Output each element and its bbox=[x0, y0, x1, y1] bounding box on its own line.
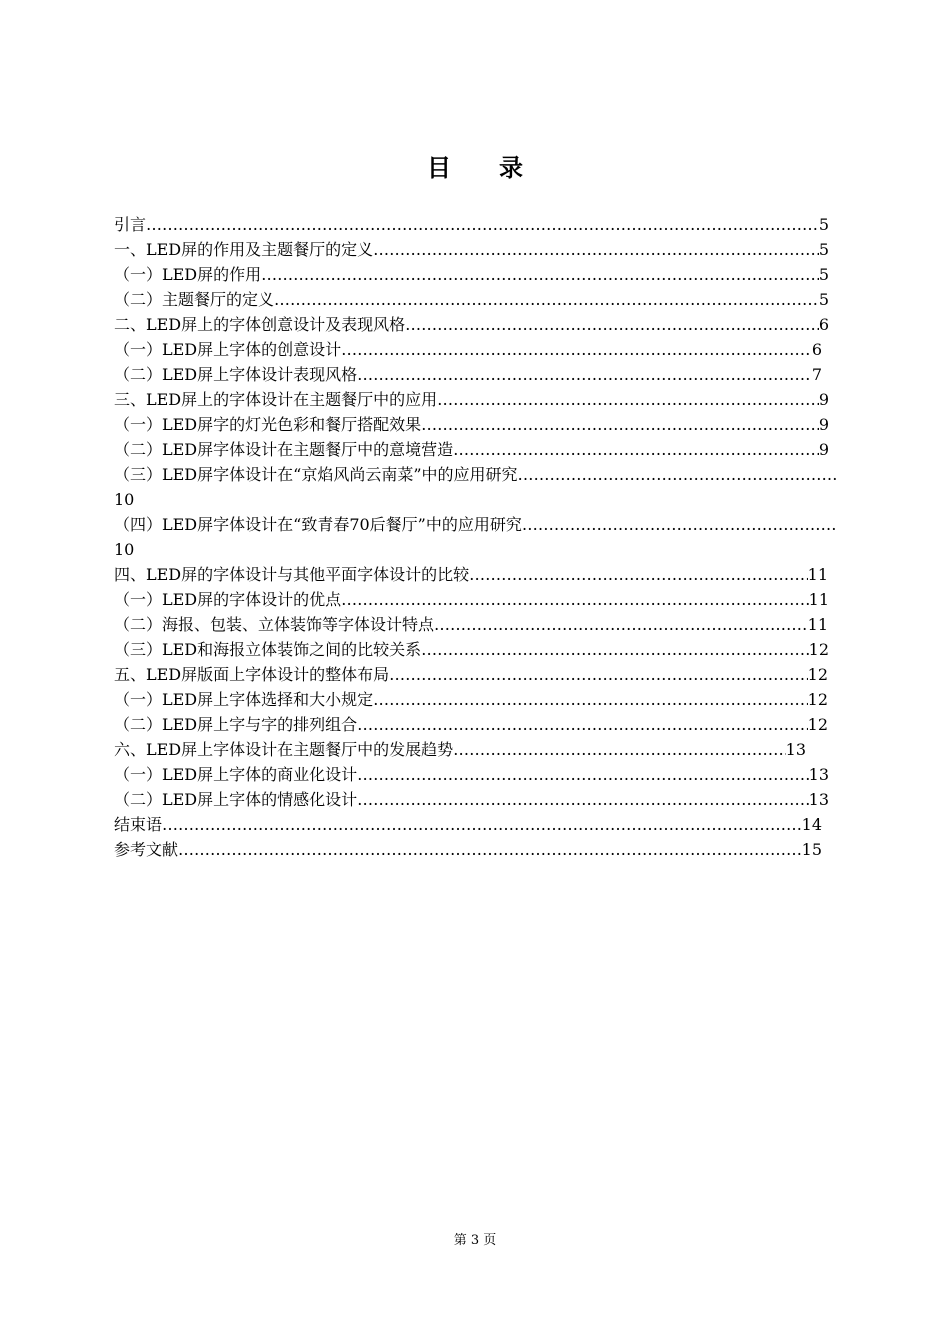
toc-entry[interactable]: 参考文献 ………………………………………………………………………………………………………………………………………………………………………………………… 15 bbox=[114, 837, 822, 862]
toc-entry[interactable]: （二）LED屏上字体设计表现风格 ………………………………………………………………………………………………………………………………………………………………………………………… 7 bbox=[114, 362, 822, 387]
toc-entry[interactable]: （四）LED屏字体设计在“致青春70后餐厅”中的应用研究 ………………………………………………………………………………………………………………………………………………………………………………………… bbox=[114, 512, 836, 537]
toc-page-number: 10 bbox=[114, 540, 135, 559]
toc-entry-continuation[interactable] bbox=[114, 487, 842, 512]
toc-entry[interactable]: （一）LED屏字的灯光色彩和餐厅搭配效果 ………………………………………………………………………………………………………………………………………………………………………………………… 9 bbox=[114, 412, 829, 437]
toc-page-number: 12 bbox=[807, 715, 828, 734]
toc-entry[interactable]: （二）LED屏上字与字的排列组合 ………………………………………………………………………………………………………………………………………………………………………………………… 12 bbox=[114, 712, 828, 737]
title-char-1: 目 bbox=[427, 154, 451, 182]
toc-entry[interactable]: 四、LED屏的字体设计与其他平面字体设计的比较 ………………………………………………………………………………………………………………………………………………………………………………………… 11 bbox=[114, 562, 828, 587]
toc-entry[interactable]: （二）LED屏上字体的情感化设计 ………………………………………………………………………………………………………………………………………………………………………………………… 13 bbox=[114, 787, 829, 812]
toc-entry[interactable]: （二）海报、包装、立体装饰等字体设计特点 ………………………………………………………………………………………………………………………………………………………………………………………… 11 bbox=[114, 612, 828, 637]
toc-page-number: 12 bbox=[808, 640, 829, 659]
toc-entry[interactable]: （一）LED屏上字体的商业化设计 ………………………………………………………………………………………………………………………………………………………………………………………… 13 bbox=[114, 762, 829, 787]
toc-page-number: 13 bbox=[808, 765, 829, 784]
toc-page-number: 10 bbox=[114, 490, 135, 509]
toc-page-number: 12 bbox=[807, 665, 828, 684]
toc-entry[interactable]: 引言 ………………………………………………………………………………………………………………………………………………………………………………………… 5 bbox=[114, 212, 829, 237]
toc-entry[interactable]: （一）LED屏上字体选择和大小规定 ………………………………………………………………………………………………………………………………………………………………………………………… 12 bbox=[114, 687, 828, 712]
toc-page-number: 11 bbox=[807, 615, 828, 634]
page-footer: 第 3 页 bbox=[453, 1233, 497, 1248]
toc-page-number: 9 bbox=[818, 415, 829, 434]
toc-entry[interactable]: （三）LED和海报立体装饰之间的比较关系 ………………………………………………………………………………………………………………………………………………………………………………………… 12 bbox=[114, 637, 829, 662]
toc-page-number: 11 bbox=[808, 590, 829, 609]
toc-entry[interactable]: 二、LED屏上的字体创意设计及表现风格 ………………………………………………………………………………………………………………………………………………………………………………………… 6 bbox=[114, 312, 829, 337]
toc-page-number: 6 bbox=[811, 340, 822, 359]
toc-entry[interactable]: 一、LED屏的作用及主题餐厅的定义 ………………………………………………………………………………………………………………………………………………………………………………………… 5 bbox=[114, 237, 829, 262]
toc-page-number: 12 bbox=[807, 690, 828, 709]
toc-entry[interactable]: （一）LED屏的作用 ………………………………………………………………………………………………………………………………………………………………………………………… 5 bbox=[114, 262, 829, 287]
toc-page-number: 14 bbox=[801, 815, 822, 834]
page-title bbox=[0, 148, 950, 183]
toc-entry[interactable]: （二）主题餐厅的定义 ………………………………………………………………………………………………………………………………………………………………………………………… 5 bbox=[114, 287, 829, 312]
title-char-2: 录 bbox=[499, 154, 523, 182]
toc-page-number: 5 bbox=[818, 215, 829, 234]
toc-page-number: 5 bbox=[818, 290, 829, 309]
toc-page-number: 9 bbox=[818, 390, 829, 409]
toc-entry[interactable]: （一）LED屏上字体的创意设计 ………………………………………………………………………………………………………………………………………………………………………………………… 6 bbox=[114, 337, 822, 362]
toc-page-number: 5 bbox=[818, 265, 829, 284]
toc-page-number: 13 bbox=[785, 740, 806, 759]
toc-page-number: 15 bbox=[801, 840, 822, 859]
toc-entry[interactable]: 结束语 ………………………………………………………………………………………………………………………………………………………………………………………… 14 bbox=[114, 812, 822, 837]
toc-entry[interactable]: （一）LED屏的字体设计的优点 ………………………………………………………………………………………………………………………………………………………………………………………… 11 bbox=[114, 587, 829, 612]
table-of-contents bbox=[114, 212, 842, 862]
toc-entry[interactable]: 五、LED屏版面上字体设计的整体布局 ………………………………………………………………………………………………………………………………………………………………………………………… 12 bbox=[114, 662, 828, 687]
toc-entry[interactable]: （三）LED屏字体设计在“京焰风尚云南菜”中的应用研究 ………………………………………………………………………………………………………………………………………………………………………………………… bbox=[114, 462, 836, 487]
toc-entry[interactable]: （二）LED屏字体设计在主题餐厅中的意境营造 ………………………………………………………………………………………………………………………………………………………………………………………… 9 bbox=[114, 437, 829, 462]
toc-page-number: 6 bbox=[818, 315, 829, 334]
toc-entry[interactable]: 六、LED屏上字体设计在主题餐厅中的发展趋势 ………………………………………………………………………………………………………………………………………………………………………………………… 13 bbox=[114, 737, 806, 762]
toc-page-number: 7 bbox=[811, 365, 822, 384]
toc-entry[interactable]: 三、LED屏上的字体设计在主题餐厅中的应用 ………………………………………………………………………………………………………………………………………………………………………………………… 9 bbox=[114, 387, 829, 412]
toc-page-number: 9 bbox=[818, 440, 829, 459]
toc-page-number: 13 bbox=[808, 790, 829, 809]
toc-page-number: 11 bbox=[807, 565, 828, 584]
toc-entry-continuation[interactable] bbox=[114, 537, 842, 562]
toc-page-number: 5 bbox=[818, 240, 829, 259]
